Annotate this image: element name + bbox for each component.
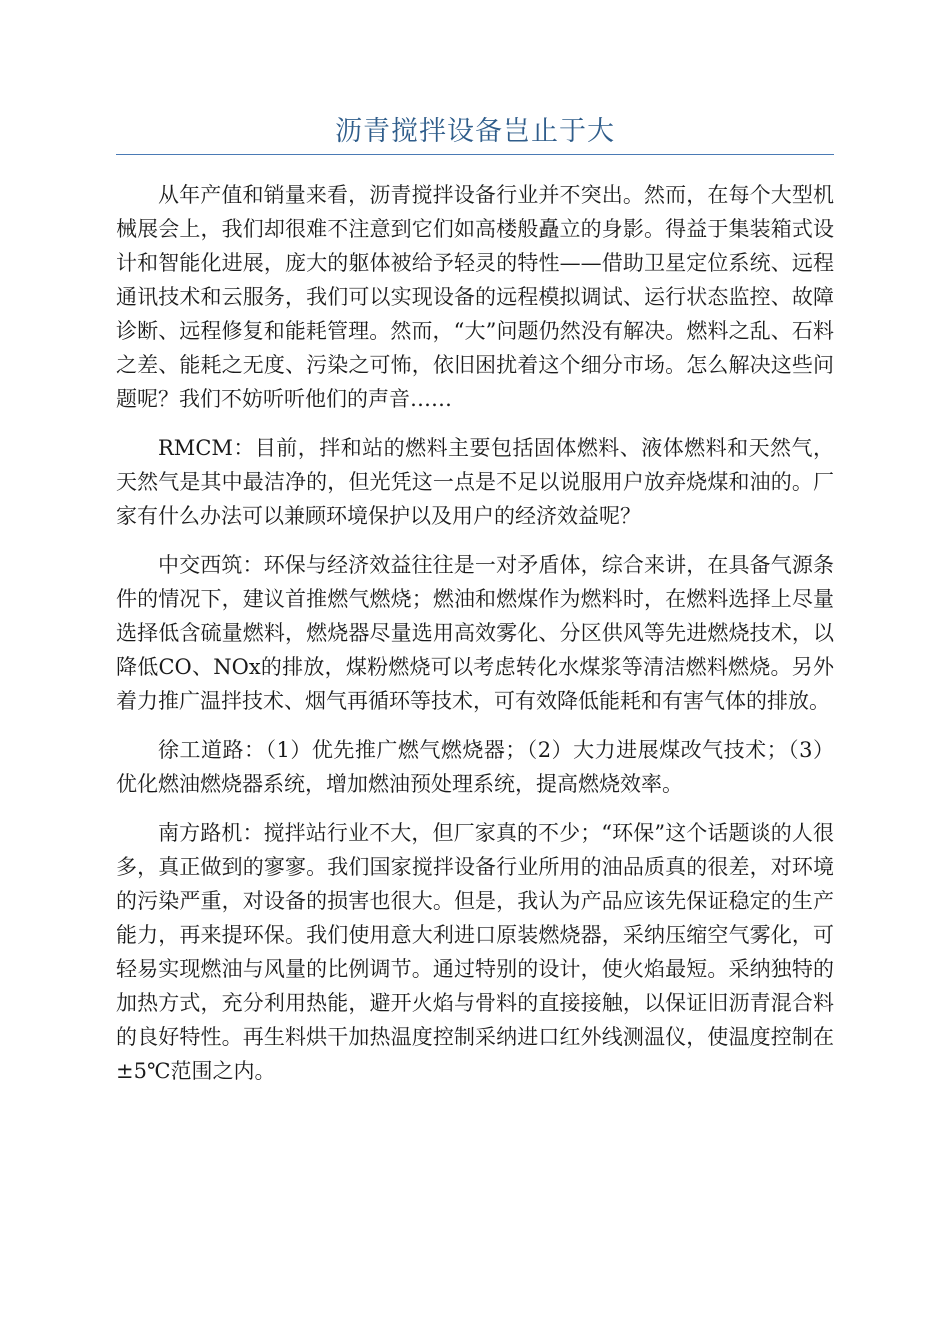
paragraph-rmcm-question: RMCM：目前，拌和站的燃料主要包括固体燃料、液体燃料和天然气，天然气是其中最洁净的，但光凭这一点是不足以说服用户放弃烧煤和油的。厂家有什么办法可以兼顾环境保护以及用户的经济效益呢？ bbox=[116, 436, 834, 528]
document-body bbox=[116, 178, 834, 1103]
document-title: 沥青搅拌设备岂止于大 bbox=[335, 116, 615, 147]
paragraph-intro: 从年产值和销量来看，沥青搅拌设备行业并不突出。然而，在每个大型机械展会上，我们却很难不注意到它们如高楼般矗立的身影。得益于集装箱式设计和智能化进展，庞大的躯体被给予轻灵的特性——借助卫星定位系统、远程通讯技术和云服务，我们可以实现设备的远程模拟调试、运行状态监控、故障诊断、远程修复和能耗管理。然而，“大”问题仍然没有解决。燃料之乱、石料之差、能耗之无度、污染之可怖，依旧困扰着这个细分市场。怎么解决这些问题呢？我们不妨听听他们的声音…… bbox=[116, 183, 834, 411]
title-underline bbox=[116, 154, 834, 155]
paragraph-zhongjiao-answer: 中交西筑：环保与经济效益往往是一对矛盾体，综合来讲，在具备气源条件的情况下，建议首推燃气燃烧；燃油和燃煤作为燃料时，在燃料选择上尽量选择低含硫量燃料，燃烧器尽量选用高效雾化、分区供风等先进燃烧技术，以降低CO、NOx的排放，煤粉燃烧可以考虑转化水煤浆等清洁燃料燃烧。另外着力推广温拌技术、烟气再循环等技术，可有效降低能耗和有害气体的排放。 bbox=[116, 553, 834, 713]
paragraph-nanfang-answer: 南方路机：搅拌站行业不大，但厂家真的不少；“环保”这个话题谈的人很多，真正做到的寥寥。我们国家搅拌设备行业所用的油品质真的很差，对环境的污染严重，对设备的损害也很大。但是，我认为产品应该先保证稳定的生产能力，再来提环保。我们使用意大利进口原装燃烧器，采纳压缩空气雾化，可轻易实现燃油与风量的比例调节。通过特别的设计，使火焰最短。采纳独特的加热方式，充分利用热能，避开火焰与骨料的直接接触，以保证旧沥青混合料的良好特性。再生料烘干加热温度控制采纳进口红外线测温仪，使温度控制在±5℃范围之内。 bbox=[116, 821, 834, 1083]
paragraph-xugong-answer: 徐工道路：（1）优先推广燃气燃烧器；（2）大力进展煤改气技术；（3）优化燃油燃烧器系统，增加燃油预处理系统，提高燃烧效率。 bbox=[116, 738, 834, 796]
